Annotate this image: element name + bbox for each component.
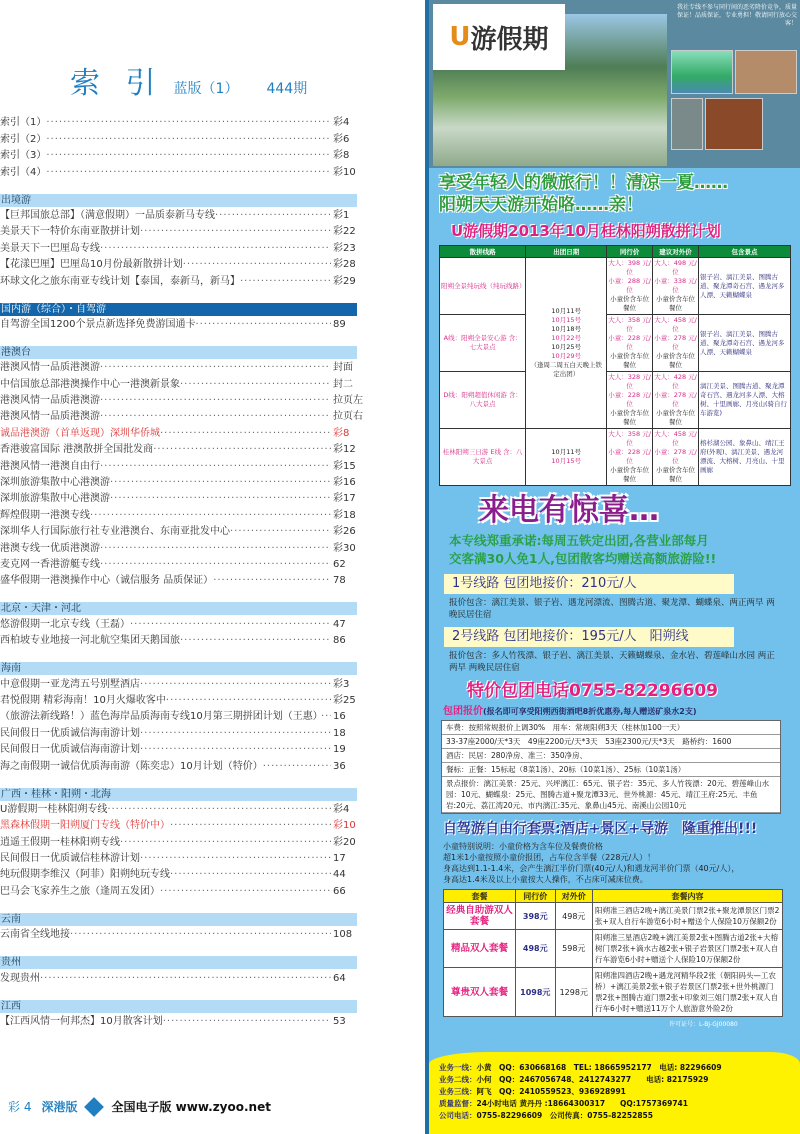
line1-content: 报价包含：漓江美景、银子岩、遇龙河漂流、图腾古道、聚龙潭、蝴蝶泉、两正两早 两晚民居住宿 (449, 598, 775, 620)
entry-page: 彩17 (333, 493, 356, 505)
index-column (0, 0, 363, 1134)
dot-leader (215, 209, 331, 223)
section-header: 江西 (0, 1000, 357, 1013)
package-row (444, 968, 783, 1017)
entry-page: 彩6 (333, 133, 350, 145)
column-header: 同行价 (516, 890, 556, 903)
entry-title: 民间假日一优质诚信海南游计划 (0, 727, 140, 739)
entry-page: 彩3 (333, 678, 350, 690)
entry-title: 发现贵州 (0, 972, 40, 984)
entry-page: 彩10 (333, 166, 356, 178)
entry-title: 民间假日一优质诚信海南游计划 (0, 744, 140, 756)
contact-line: 质量监督：24小时电话 黄丹丹 :18664300317 QQ:1757369741 (439, 1099, 688, 1108)
package-row (444, 903, 783, 930)
index-entry[interactable] (0, 316, 357, 332)
site-link[interactable]: 全国电子版 www.zyoo.net (111, 1100, 271, 1114)
price-cell: 大人：428 元/位 小童：278 元/位 小童价含车位餐位 (653, 372, 699, 429)
dot-leader (140, 852, 331, 866)
entry-title: 黑森林假期一阳朔厦门专线（特价中） (0, 820, 170, 832)
trade-price: 1098元 (516, 968, 556, 1017)
index-entry[interactable] (0, 833, 357, 849)
index-entry[interactable] (0, 441, 357, 457)
package-row (444, 930, 783, 968)
entry-page: 16 (333, 711, 346, 723)
entry-title: 港澳风情一品质港澳游 (0, 411, 100, 423)
index-entry[interactable] (0, 130, 357, 146)
entry-title: 民间假日一优质诚信桂林游计划 (0, 853, 140, 865)
entry-title: 深圳旅游集散中心港澳游 (0, 493, 110, 505)
index-entry[interactable] (0, 256, 357, 272)
dot-leader (153, 443, 331, 457)
dot-leader (46, 149, 331, 163)
entry-title: 西柏坡专业地接一河北航空集团天鹅国旅 (0, 635, 180, 647)
package-name: 精品双人套餐 (444, 930, 516, 968)
index-entry[interactable] (0, 708, 357, 724)
entry-title: 【江西风情一何邦杰】10月散客计划 (0, 1016, 163, 1028)
dot-leader (140, 678, 331, 692)
dot-leader (195, 318, 331, 332)
entry-page: 53 (333, 1016, 346, 1028)
index-entry[interactable] (0, 207, 357, 223)
dot-leader (130, 618, 331, 632)
index-list (0, 114, 363, 1029)
contact-line: 业务三线：阿飞 QQ：2410559523、936928991 (439, 1087, 626, 1096)
license-number: 许可证号：L-BJ-GJ00080 (669, 1021, 738, 1028)
dot-leader (180, 378, 331, 392)
section-header: 出境游 (0, 194, 357, 207)
dot-leader (163, 1015, 331, 1029)
index-entry[interactable] (0, 556, 357, 572)
retail-price: 598元 (555, 930, 592, 968)
column-header: 包含景点 (699, 246, 791, 258)
entry-page: 彩28 (333, 259, 356, 271)
note-line: 超1米1小童按照小童价报团，占车位含半餐（228元/人）！ (443, 853, 656, 862)
index-entry[interactable] (0, 523, 357, 539)
index-entry[interactable] (0, 692, 357, 708)
quote-row: 餐标：正餐：15标起（8菜1汤）、20标（10菜1汤）、25标（10菜1汤） (442, 763, 780, 777)
edition-badge-icon (85, 1097, 105, 1117)
thumb-river (671, 50, 733, 94)
entry-page: 44 (333, 869, 346, 881)
contact-info (429, 1052, 800, 1134)
dot-leader (107, 803, 331, 817)
entry-page: 封面 (333, 362, 353, 374)
entry-title: 环球文化之旅东南亚专线计划【泰国，泰新马，新马】 (0, 275, 240, 287)
entry-title: 中信国旅总部港澳操作中心一港澳新景象 (0, 378, 180, 390)
price-cell: 大人：398 元/位 小童：288 元/位 小童价含车位餐位 (607, 258, 653, 315)
section-header: 贵州 (0, 956, 357, 969)
column-header: 散拼线路 (440, 246, 526, 258)
entry-title: 辉煌假期一港澳专线 (0, 509, 90, 521)
entry-page: 彩1 (333, 209, 350, 221)
index-entry[interactable] (0, 882, 357, 898)
page-number: 彩 4 (8, 1100, 32, 1114)
dot-leader (110, 476, 331, 490)
dot-leader (170, 819, 331, 833)
dot-leader (263, 760, 331, 774)
package-name: 经典自助游双人套餐 (444, 903, 516, 930)
entry-page: 89 (333, 318, 346, 330)
index-entry[interactable] (0, 615, 357, 631)
entry-page: 彩4 (333, 803, 350, 815)
route-name: D线：阳朔超值休闲游 含：八大景点 (440, 372, 526, 429)
retail-price: 1298元 (555, 968, 592, 1017)
index-entry[interactable] (0, 506, 357, 522)
entry-title: 索引（4） (0, 166, 47, 178)
entry-page: 彩8 (333, 427, 350, 439)
section-header: 广西・桂林・阳朔・北海 (0, 788, 357, 801)
entry-title: 港澳风情一品质港澳游 (0, 395, 100, 407)
entry-title: U游假期一桂林阳朔专线 (0, 803, 108, 815)
dot-leader (240, 275, 331, 289)
entry-page: 66 (333, 885, 346, 897)
index-entry[interactable] (0, 850, 357, 866)
self-drive-title: 自驾游自由行套票:酒店+景区+导游 隆重推出!!! (443, 821, 758, 837)
section-header: 云南 (0, 913, 357, 926)
entry-title: （旅游法新线路！）蓝色海岸品质海南专线10月第三期拼团计划（王惠） (0, 711, 323, 723)
index-entry[interactable] (0, 539, 357, 555)
column-header: 同行价 (607, 246, 653, 258)
entry-page: 彩8 (333, 150, 350, 162)
contact-line: 业务二线：小何 QQ：2467056748、2412743277 电话: 82175929 (439, 1075, 709, 1084)
call-headline: 来电有惊喜… (479, 493, 659, 528)
entry-title: 港澳风情一港澳自由行 (0, 460, 100, 472)
entry-title: 深圳华人行国际旅行社专业港澳台、东南亚批发中心 (0, 526, 230, 538)
column-header: 建议对外价 (653, 246, 699, 258)
dot-leader (46, 116, 331, 130)
entry-page: 19 (333, 744, 346, 756)
dot-leader (100, 394, 331, 408)
contact-line: 公司电话：0755-82296609 公司传真：0755-82252855 (439, 1111, 653, 1120)
group-quote-box (441, 720, 781, 814)
price-cell: 大人：358 元/位 小童：228 元/位 小童价含车位餐位 (607, 429, 653, 486)
dot-leader (46, 166, 331, 180)
group-quote-title: 包团报价(报名即可享受阳朔西街酒吧8折优惠券,每人赠送矿泉水2支) (443, 706, 697, 717)
entry-page: 彩29 (333, 275, 356, 287)
index-entry[interactable] (0, 926, 357, 942)
spots-cell: 漓江美景、图腾古道、聚龙潭奇石宫、遇龙河多人漂、大榕树、十里画廊、月亮山(骑自行车游览) (699, 372, 791, 429)
retail-price: 498元 (555, 903, 592, 930)
line2-content: 报价包含：多人竹筏漂、银子岩、漓江美景、天籁蝴蝶泉、金水岩、碧莲峰山水园 两正两早 两晚民居住宿 (449, 651, 775, 673)
spots-cell: 榕杉湖公园、象鼻山、靖江王府(外观)、漓江美景、遇龙河漂流、大榕树、月亮山、十里画廊 (699, 429, 791, 486)
dot-leader (90, 509, 331, 523)
hero-photo (429, 0, 800, 168)
dot-leader (100, 460, 331, 474)
dot-leader (100, 410, 331, 424)
entry-title: 索引（2） (0, 133, 47, 145)
index-entry[interactable] (0, 147, 357, 163)
entry-title: 云南省全线地接 (0, 929, 70, 941)
package-content: 阳朔准四酒店2晚+遇龙河精华段2张（朝阳码头—工农桥）+漓江美景2张+银子岩景区门票2张+世外桃源门票2张+图腾古道门票2张+印象刘三姐门票2张+双人自行车6小时+赠送11万个人旅游意外险2份 (593, 968, 783, 1017)
dot-leader (100, 242, 331, 256)
dot-leader (100, 542, 331, 556)
index-entry[interactable] (0, 408, 363, 424)
index-entry[interactable] (0, 572, 357, 588)
schedule-table (439, 245, 791, 486)
entry-page: 彩20 (333, 836, 356, 848)
index-entry[interactable] (0, 675, 357, 691)
entry-page: 彩30 (333, 542, 356, 554)
package-content: 阳朔准三酒店2晚+漓江美景门票2张+聚龙潭景区门票2张+双人自行车游览6小时+赠送个人保险10万保额2份 (593, 903, 783, 930)
brand-logo: U 游假期 (433, 4, 565, 70)
entry-page: 47 (333, 618, 346, 630)
entry-title: 悠游假期一北京专线（王磊） (0, 618, 130, 630)
trade-price: 498元 (516, 930, 556, 968)
quote-row: 酒店：民居：280净房、准三：350净房、 (442, 749, 780, 763)
entry-page: 彩26 (333, 526, 356, 538)
section-header: 国内游（综合）・自驾游 (0, 303, 357, 316)
index-entry[interactable] (0, 724, 357, 740)
entry-page: 彩22 (333, 226, 356, 238)
price-cell: 大人：358 元/位 小童：228 元/位 小童价含车位餐位 (607, 315, 653, 372)
plan-title: U游假期2013年10月桂林阳朔散拼计划 (451, 222, 721, 240)
dot-leader (70, 928, 331, 942)
dot-leader (140, 743, 331, 757)
entry-title: 【花漾巴厘】巴厘岛10月份最新散拼计划 (0, 259, 183, 271)
route-row (440, 372, 791, 429)
entry-page: 108 (333, 929, 353, 941)
index-entry[interactable] (0, 114, 357, 130)
quote-row: 景点报价：漓江美景：25元、兴坪漓江：65元、银子岩：35元、多人竹筏漂：20元、碧莲峰山水园：10元、蝴蝶泉：25元、图腾古道+聚龙潭33元、世外桃源：45元、靖江王府:25元、丰鱼岩:20元、荔江湾20元、市内漓江:35元、象鼻山45元、南溪山公园10元 (442, 777, 780, 813)
entry-page: 彩23 (333, 242, 356, 254)
entry-title: 香港骏富国际 港澳散拼全国批发商 (0, 444, 154, 456)
price-cell: 大人：458 元/位 小童：278 元/位 小童价含车位餐位 (653, 429, 699, 486)
index-entry[interactable] (0, 457, 357, 473)
section-header: 北京・天津・河北 (0, 602, 357, 615)
entry-page: 彩25 (333, 694, 356, 706)
departure-dates: 10月11号 10月15号 (526, 429, 607, 486)
index-entry[interactable] (0, 741, 357, 757)
entry-page: 彩10 (333, 820, 356, 832)
dot-leader (100, 558, 331, 572)
index-entry[interactable] (0, 817, 357, 833)
entry-title: 中意假期一亚龙湾五号别墅酒店 (0, 678, 140, 690)
spots-cell: 银子岩、漓江美景、图腾古道、聚龙潭奇石宫、遇龙河多人漂、天籁蝴蝶泉 (699, 258, 791, 315)
note-line: 身高达1.4米及以上小童按大人操作，不占床可减床位费。 (443, 875, 648, 884)
entry-page: 彩4 (333, 117, 350, 129)
price-cell: 大人：498 元/位 小童：338 元/位 小童价含车位餐位 (653, 258, 699, 315)
entry-page: 彩16 (333, 477, 356, 489)
dot-leader (170, 868, 331, 882)
entry-title: 巴马会飞家养生之旅（逢周五发团） (0, 885, 160, 897)
dot-leader (160, 427, 331, 441)
index-entry[interactable] (0, 757, 357, 773)
package-name: 尊贵双人套餐 (444, 968, 516, 1017)
entry-title: 自驾游全国1200个景点新选择免费游国通卡 (0, 318, 196, 330)
entry-page: 彩18 (333, 509, 356, 521)
dot-leader (46, 133, 331, 147)
index-entry[interactable] (0, 474, 357, 490)
dot-leader (40, 972, 331, 986)
page-title: 索 引 蓝版（1） 444期 (70, 66, 308, 101)
dot-leader (160, 885, 331, 899)
thumb-interior (705, 98, 763, 150)
contact-line: 业务一线：小黄 QQ：630668168 TEL: 18665952177 电话: 82296609 (439, 1063, 722, 1072)
dot-leader (166, 694, 331, 708)
entry-title: 君悦假期 精彩海南！10月火爆收客中 (0, 694, 166, 706)
entry-page: 18 (333, 727, 346, 739)
entry-title: 诚品港澳游（首单返现）深圳华侨城 (0, 427, 160, 439)
dot-leader (110, 492, 331, 506)
entry-title: 纯玩假期李维汉（阿菲）阳朔纯玩专线 (0, 869, 170, 881)
price-cell: 大人：328 元/位 小童：228 元/位 小童价含车位餐位 (607, 372, 653, 429)
section-header: 海南 (0, 662, 357, 675)
entry-title: 海之南假期一诚信优质海南游（陈奕忠）10月计划（特价） (0, 760, 263, 772)
entry-title: 美景天下一特价东南亚散拼计划 (0, 226, 140, 238)
entry-title: 美景天下一巴厘岛专线 (0, 242, 100, 254)
thumb-cave (735, 50, 797, 94)
column-header: 套餐内容 (593, 890, 783, 903)
slogan: 享受年轻人的微旅行！！清凉一夏…… 阳朔天天游开始咯……亲！ (439, 173, 728, 215)
column-header: 套餐 (444, 890, 516, 903)
line2-price: 2号线路 包团地接价：195元/人 阳朔线 (444, 627, 734, 647)
route-name: 阳朔全景纯玩线（纯玩线路） (440, 258, 526, 315)
note-line: 身高达到1.1-1.4米，会产生漓江半价门票(40元/人)和遇龙河半价门票（40元/人）， (443, 864, 740, 873)
child-notes (443, 841, 792, 885)
departure-dates: 10月11号 10月15号 10月18号 10月22号 10月25号 10月29号 （逢周二周五白天晚上铁定出团） (526, 258, 607, 429)
entry-page: 64 (333, 972, 346, 984)
tagline: 我社专线不参与同行间的恶劣降价竞争，质量保证！品质保证，专业勇担！敬请同行放心交客！ (676, 4, 797, 27)
ad-body (429, 168, 800, 1029)
package-table (443, 889, 783, 1017)
index-entry[interactable] (0, 490, 357, 506)
route-row (440, 315, 791, 372)
thumb-cliff (671, 98, 703, 150)
advertisement (425, 0, 800, 1134)
quote-row: 33-37座2000/天*3天 49座2200元/天*3天 53座2300元/天*3天 路桥约：1600 (442, 735, 780, 749)
promise-text: 本专线郑重承诺:每周五铁定出团,各营业部每月 交客满30人免1人,包团散客均赠送高额旅游险!! (449, 533, 717, 566)
route-row (440, 429, 791, 486)
index-entry[interactable] (0, 163, 357, 179)
entry-title: 港澳专线一优质港澳游 (0, 542, 100, 554)
page-footer (8, 1098, 271, 1115)
index-entry[interactable] (0, 272, 357, 288)
route-row (440, 258, 791, 315)
dot-leader (321, 710, 331, 724)
dot-leader (120, 836, 331, 850)
dot-leader (183, 258, 331, 272)
group-phone: 特价包团电话0755-82296609 (467, 681, 718, 701)
index-entry[interactable] (0, 392, 363, 408)
entry-title: 麦克网一香港游艇专线 (0, 558, 100, 570)
dot-leader (140, 727, 331, 741)
index-entry[interactable] (0, 632, 357, 648)
entry-title: 盛华假期一港澳操作中心（诚信服务 品质保证） (0, 575, 214, 587)
column-header: 出团日期 (526, 246, 607, 258)
dot-leader (100, 361, 331, 375)
trade-price: 398元 (516, 903, 556, 930)
index-entry[interactable] (0, 424, 357, 440)
column-header: 对外价 (555, 890, 592, 903)
index-entry[interactable] (0, 239, 357, 255)
entry-page: 封二 (333, 378, 353, 390)
entry-title: 深圳旅游集散中心港澳游 (0, 477, 110, 489)
index-entry[interactable] (0, 375, 357, 391)
index-entry[interactable] (0, 223, 357, 239)
spots-cell: 银子岩、漓江美景、图腾古道、聚龙潭奇石宫、遇龙河多人漂、天籁蝴蝶泉 (699, 315, 791, 372)
entry-title: 港澳风情一品质港澳游 (0, 362, 100, 374)
entry-title: 【巨邦国旅总部】（满意假期）一品质泰新马专线 (0, 209, 215, 221)
package-content: 阳朔准三星酒店2晚+漓江美景2张+图腾古道2张+大榕树门票2张+滴水古越2张+银子岩景区门票2张+双人自行车游览6小时+赠送个人保险10万保额2份 (593, 930, 783, 968)
entry-title: 逍遥王假期一桂林阳朔专线 (0, 836, 120, 848)
note-line: 小童特别说明：小童价格为含车位及餐费价格 (443, 842, 603, 851)
route-name: A线：阳朔全景安心游 含：七大景点 (440, 315, 526, 372)
entry-page: 36 (333, 760, 346, 772)
route-name: 桂林阳朔三日游 E线 含：八大景点 (440, 429, 526, 486)
section-header: 港澳台 (0, 346, 357, 359)
price-cell: 大人：458 元/位 小童：278 元/位 小童价含车位餐位 (653, 315, 699, 372)
entry-page: 17 (333, 853, 346, 865)
entry-page: 彩15 (333, 460, 356, 472)
index-entry[interactable] (0, 866, 357, 882)
entry-page: 78 (333, 575, 346, 587)
dot-leader (230, 525, 331, 539)
entry-page: 拉页左 (333, 395, 363, 407)
dot-leader (180, 634, 331, 648)
edition-label: 深港版 (41, 1100, 78, 1114)
entry-title: 索引（3） (0, 150, 47, 162)
dot-leader (140, 225, 331, 239)
entry-page: 彩12 (333, 444, 356, 456)
line1-price: 1号线路 包团地接价：210元/人 (444, 574, 734, 594)
entry-page: 拉页右 (333, 411, 363, 423)
quote-row: 车费：按照常规报价上调30% 用车：常规阳朔3天（桂林加100一天） (442, 721, 780, 735)
index-entry[interactable] (0, 801, 357, 817)
index-entry[interactable] (0, 359, 357, 375)
entry-page: 62 (333, 558, 346, 570)
index-entry[interactable] (0, 1013, 357, 1029)
dot-leader (213, 574, 331, 588)
entry-page: 86 (333, 635, 346, 647)
entry-title: 索引（1） (0, 117, 47, 129)
index-entry[interactable] (0, 969, 357, 985)
